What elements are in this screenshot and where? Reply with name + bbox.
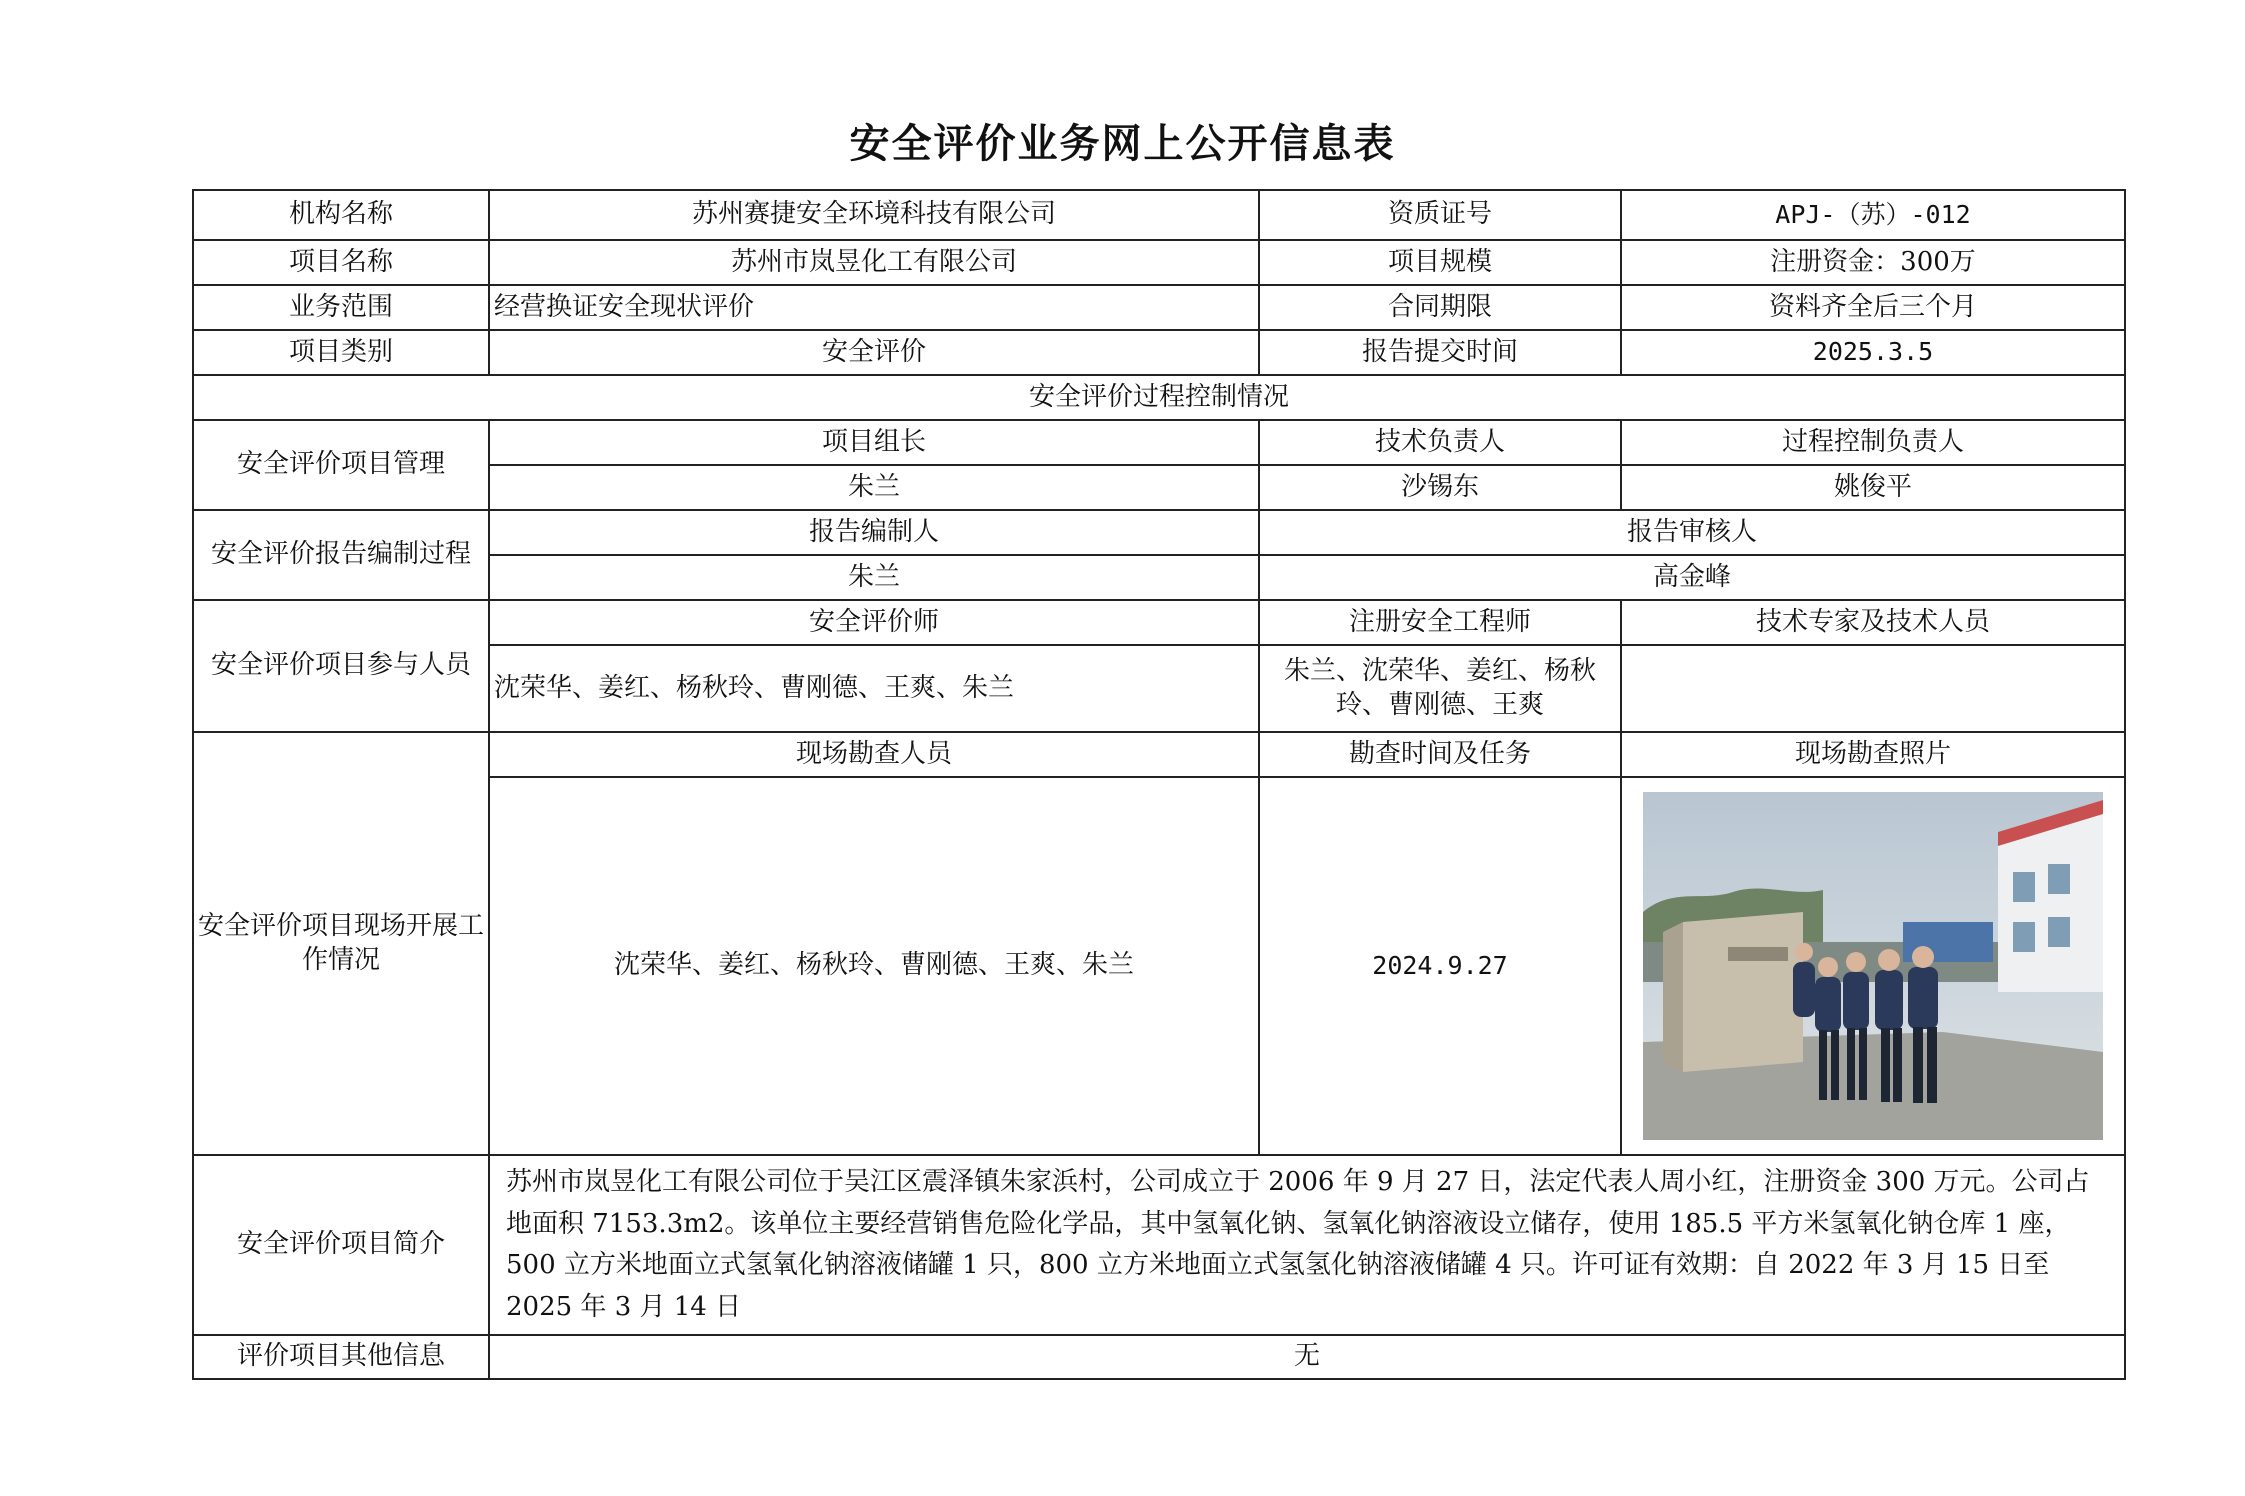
table-row bbox=[193, 190, 2125, 240]
participants-h3: 技术专家及技术人员 bbox=[1621, 600, 2125, 645]
site-h2: 勘查时间及任务 bbox=[1259, 732, 1621, 777]
table-row bbox=[193, 285, 2125, 330]
page-title: 安全评价业务网上公开信息表 bbox=[849, 121, 1396, 167]
submit-label: 报告提交时间 bbox=[1259, 330, 1621, 375]
report-v1: 朱兰 bbox=[489, 555, 1259, 600]
table-row bbox=[193, 420, 2125, 465]
management-v3: 姚俊平 bbox=[1621, 465, 2125, 510]
project-value: 苏州市岚昱化工有限公司 bbox=[489, 240, 1259, 285]
management-v1: 朱兰 bbox=[489, 465, 1259, 510]
cert-label: 资质证号 bbox=[1259, 190, 1621, 240]
info-table bbox=[192, 189, 2126, 1380]
participants-h1: 安全评价师 bbox=[489, 600, 1259, 645]
table-row bbox=[193, 240, 2125, 285]
scope-value: 经营换证安全现状评价 bbox=[489, 285, 1259, 330]
intro-text: 苏州市岚昱化工有限公司位于吴江区震泽镇朱家浜村，公司成立于 2006 年 9 月 27 日，法定代表人周小红，注册资金 300 万元。公司占地面积 7153.3m2。该单位主要经营销售危险化学品，其中氢氧化钠、氢氧化钠溶液设立储存，使用 185.5 平方米氢氧化钠仓库 1 座，500 立方米地面立式氢氧化钠溶液储罐 1 只，800 立方米地面立式氢氢化钠溶液储罐 4 只。许可证有效期：自 2022 年 3 月 15 日至 2025 年 3 月 14 日 bbox=[489, 1155, 2125, 1335]
site-v2: 2024.9.27 bbox=[1259, 777, 1621, 1155]
table-row bbox=[193, 330, 2125, 375]
table-row bbox=[193, 600, 2125, 645]
site-photo bbox=[1643, 792, 2103, 1140]
participants-label: 安全评价项目参与人员 bbox=[193, 600, 489, 732]
category-value: 安全评价 bbox=[489, 330, 1259, 375]
site-label: 安全评价项目现场开展工作情况 bbox=[193, 732, 489, 1155]
scale-label: 项目规模 bbox=[1259, 240, 1621, 285]
project-label: 项目名称 bbox=[193, 240, 489, 285]
site-photo-cell bbox=[1621, 777, 2125, 1155]
participants-h2: 注册安全工程师 bbox=[1259, 600, 1621, 645]
table-row bbox=[193, 510, 2125, 555]
submit-value: 2025.3.5 bbox=[1621, 330, 2125, 375]
scale-value: 注册资金：300万 bbox=[1621, 240, 2125, 285]
contract-value: 资料齐全后三个月 bbox=[1621, 285, 2125, 330]
scope-label: 业务范围 bbox=[193, 285, 489, 330]
table-row bbox=[193, 1155, 2125, 1335]
site-h1: 现场勘查人员 bbox=[489, 732, 1259, 777]
site-h3: 现场勘查照片 bbox=[1621, 732, 2125, 777]
other-label: 评价项目其他信息 bbox=[193, 1335, 489, 1379]
intro-label: 安全评价项目简介 bbox=[193, 1155, 489, 1335]
table-row bbox=[193, 732, 2125, 777]
org-value: 苏州赛捷安全环境科技有限公司 bbox=[489, 190, 1259, 240]
category-label: 项目类别 bbox=[193, 330, 489, 375]
report-v2: 高金峰 bbox=[1259, 555, 2125, 600]
table-row bbox=[193, 375, 2125, 420]
contract-label: 合同期限 bbox=[1259, 285, 1621, 330]
participants-v3 bbox=[1621, 645, 2125, 732]
management-h3: 过程控制负责人 bbox=[1621, 420, 2125, 465]
management-h1: 项目组长 bbox=[489, 420, 1259, 465]
cert-value: APJ-（苏）-012 bbox=[1621, 190, 2125, 240]
participants-v1: 沈荣华、姜红、杨秋玲、曹刚德、王爽、朱兰 bbox=[489, 645, 1259, 732]
report-label: 安全评价报告编制过程 bbox=[193, 510, 489, 600]
participants-v2: 朱兰、沈荣华、姜红、杨秋玲、曹刚德、王爽 bbox=[1259, 645, 1621, 732]
table-row bbox=[193, 1335, 2125, 1379]
report-h1: 报告编制人 bbox=[489, 510, 1259, 555]
process-header: 安全评价过程控制情况 bbox=[193, 375, 2125, 420]
org-label: 机构名称 bbox=[193, 190, 489, 240]
site-v1: 沈荣华、姜红、杨秋玲、曹刚德、王爽、朱兰 bbox=[489, 777, 1259, 1155]
report-h2: 报告审核人 bbox=[1259, 510, 2125, 555]
management-h2: 技术负责人 bbox=[1259, 420, 1621, 465]
management-label: 安全评价项目管理 bbox=[193, 420, 489, 510]
management-v2: 沙锡东 bbox=[1259, 465, 1621, 510]
other-value: 无 bbox=[489, 1335, 2125, 1379]
